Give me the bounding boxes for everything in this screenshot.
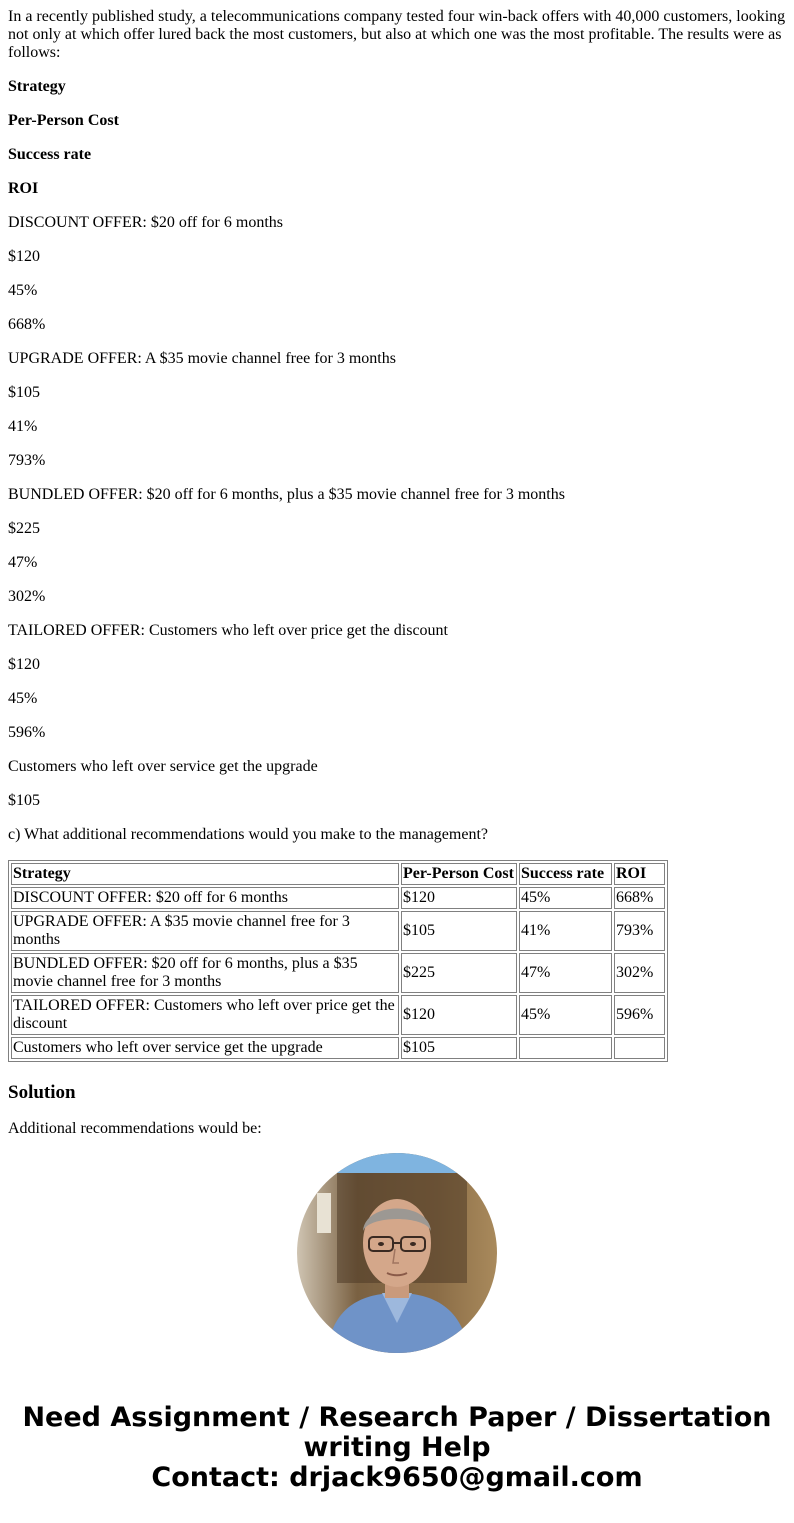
results-table bbox=[8, 860, 668, 1062]
cell-cost: $105 bbox=[401, 911, 517, 951]
avatar bbox=[297, 1153, 497, 1353]
line-bundled-roi: 302% bbox=[8, 588, 46, 605]
cell-rate bbox=[519, 1037, 612, 1059]
cell-strategy: Customers who left over service get the upgrade bbox=[11, 1037, 399, 1059]
promo-line-1: Need Assignment / Research Paper / Dissertation bbox=[22, 1402, 772, 1433]
solution-text: Additional recommendations would be: bbox=[8, 1120, 262, 1137]
line-bundled-offer: BUNDLED OFFER: $20 off for 6 months, plus a $35 movie channel free for 3 months bbox=[8, 486, 565, 503]
line-cost-header: Per-Person Cost bbox=[8, 112, 119, 129]
line-discount-roi: 668% bbox=[8, 316, 46, 333]
table-row bbox=[11, 911, 665, 951]
cell-cost: $120 bbox=[401, 995, 517, 1035]
intro-paragraph: In a recently published study, a telecommunications company tested four win-back offers with 40,000 customers, looking not only at which offer lured back the most customers, but also at which one was the most profitable. The results were as follows: bbox=[8, 8, 786, 61]
cell-roi: 668% bbox=[614, 887, 665, 909]
table-row bbox=[11, 1037, 665, 1059]
promo-contact: Contact: drjack9650@gmail.com bbox=[151, 1462, 643, 1493]
line-upgrade-cost: $105 bbox=[8, 384, 40, 401]
cell-strategy: TAILORED OFFER: Customers who left over price get the discount bbox=[11, 995, 399, 1035]
cell-roi: 596% bbox=[614, 995, 665, 1035]
line-tailored-rate: 45% bbox=[8, 690, 38, 707]
line-discount-rate: 45% bbox=[8, 282, 38, 299]
question-text: c) What additional recommendations would you make to the management? bbox=[8, 826, 488, 843]
cell-rate: 47% bbox=[519, 953, 612, 993]
cell-strategy: DISCOUNT OFFER: $20 off for 6 months bbox=[11, 887, 399, 909]
table-header-row bbox=[11, 863, 665, 885]
line-bundled-cost: $225 bbox=[8, 520, 40, 537]
line-upgrade-offer: UPGRADE OFFER: A $35 movie channel free for 3 months bbox=[8, 350, 396, 367]
header-roi: ROI bbox=[614, 863, 665, 885]
flattened-table-lines bbox=[8, 78, 788, 810]
promo-banner bbox=[0, 1403, 794, 1493]
line-tailored-offer: TAILORED OFFER: Customers who left over price get the discount bbox=[8, 622, 448, 639]
cell-roi bbox=[614, 1037, 665, 1059]
solution-heading: Solution bbox=[8, 1082, 76, 1103]
cell-roi: 793% bbox=[614, 911, 665, 951]
header-cost: Per-Person Cost bbox=[401, 863, 517, 885]
line-upgrade-rate: 41% bbox=[8, 418, 38, 435]
line-roi-header: ROI bbox=[8, 180, 39, 197]
line-service-offer: Customers who left over service get the upgrade bbox=[8, 758, 318, 775]
line-rate-header: Success rate bbox=[8, 146, 92, 163]
cell-rate: 45% bbox=[519, 887, 612, 909]
line-service-cost: $105 bbox=[8, 792, 40, 809]
cell-rate: 41% bbox=[519, 911, 612, 951]
cell-roi: 302% bbox=[614, 953, 665, 993]
table-row bbox=[11, 887, 665, 909]
avatar-photo bbox=[297, 1153, 497, 1353]
line-tailored-cost: $120 bbox=[8, 656, 40, 673]
line-strategy-header: Strategy bbox=[8, 78, 66, 95]
line-bundled-rate: 47% bbox=[8, 554, 38, 571]
cell-strategy: UPGRADE OFFER: A $35 movie channel free for 3 months bbox=[11, 911, 399, 951]
table-row bbox=[11, 953, 665, 993]
promo-line-2: writing Help bbox=[303, 1432, 491, 1463]
cell-cost: $225 bbox=[401, 953, 517, 993]
cell-cost: $120 bbox=[401, 887, 517, 909]
header-rate: Success rate bbox=[519, 863, 612, 885]
cell-strategy: BUNDLED OFFER: $20 off for 6 months, plus a $35 movie channel free for 3 months bbox=[11, 953, 399, 993]
line-upgrade-roi: 793% bbox=[8, 452, 46, 469]
line-discount-offer: DISCOUNT OFFER: $20 off for 6 months bbox=[8, 214, 283, 231]
line-discount-cost: $120 bbox=[8, 248, 40, 265]
document-body bbox=[8, 8, 788, 1138]
cell-cost: $105 bbox=[401, 1037, 517, 1059]
header-strategy: Strategy bbox=[11, 863, 399, 885]
table-row bbox=[11, 995, 665, 1035]
line-tailored-roi: 596% bbox=[8, 724, 46, 741]
cell-rate: 45% bbox=[519, 995, 612, 1035]
